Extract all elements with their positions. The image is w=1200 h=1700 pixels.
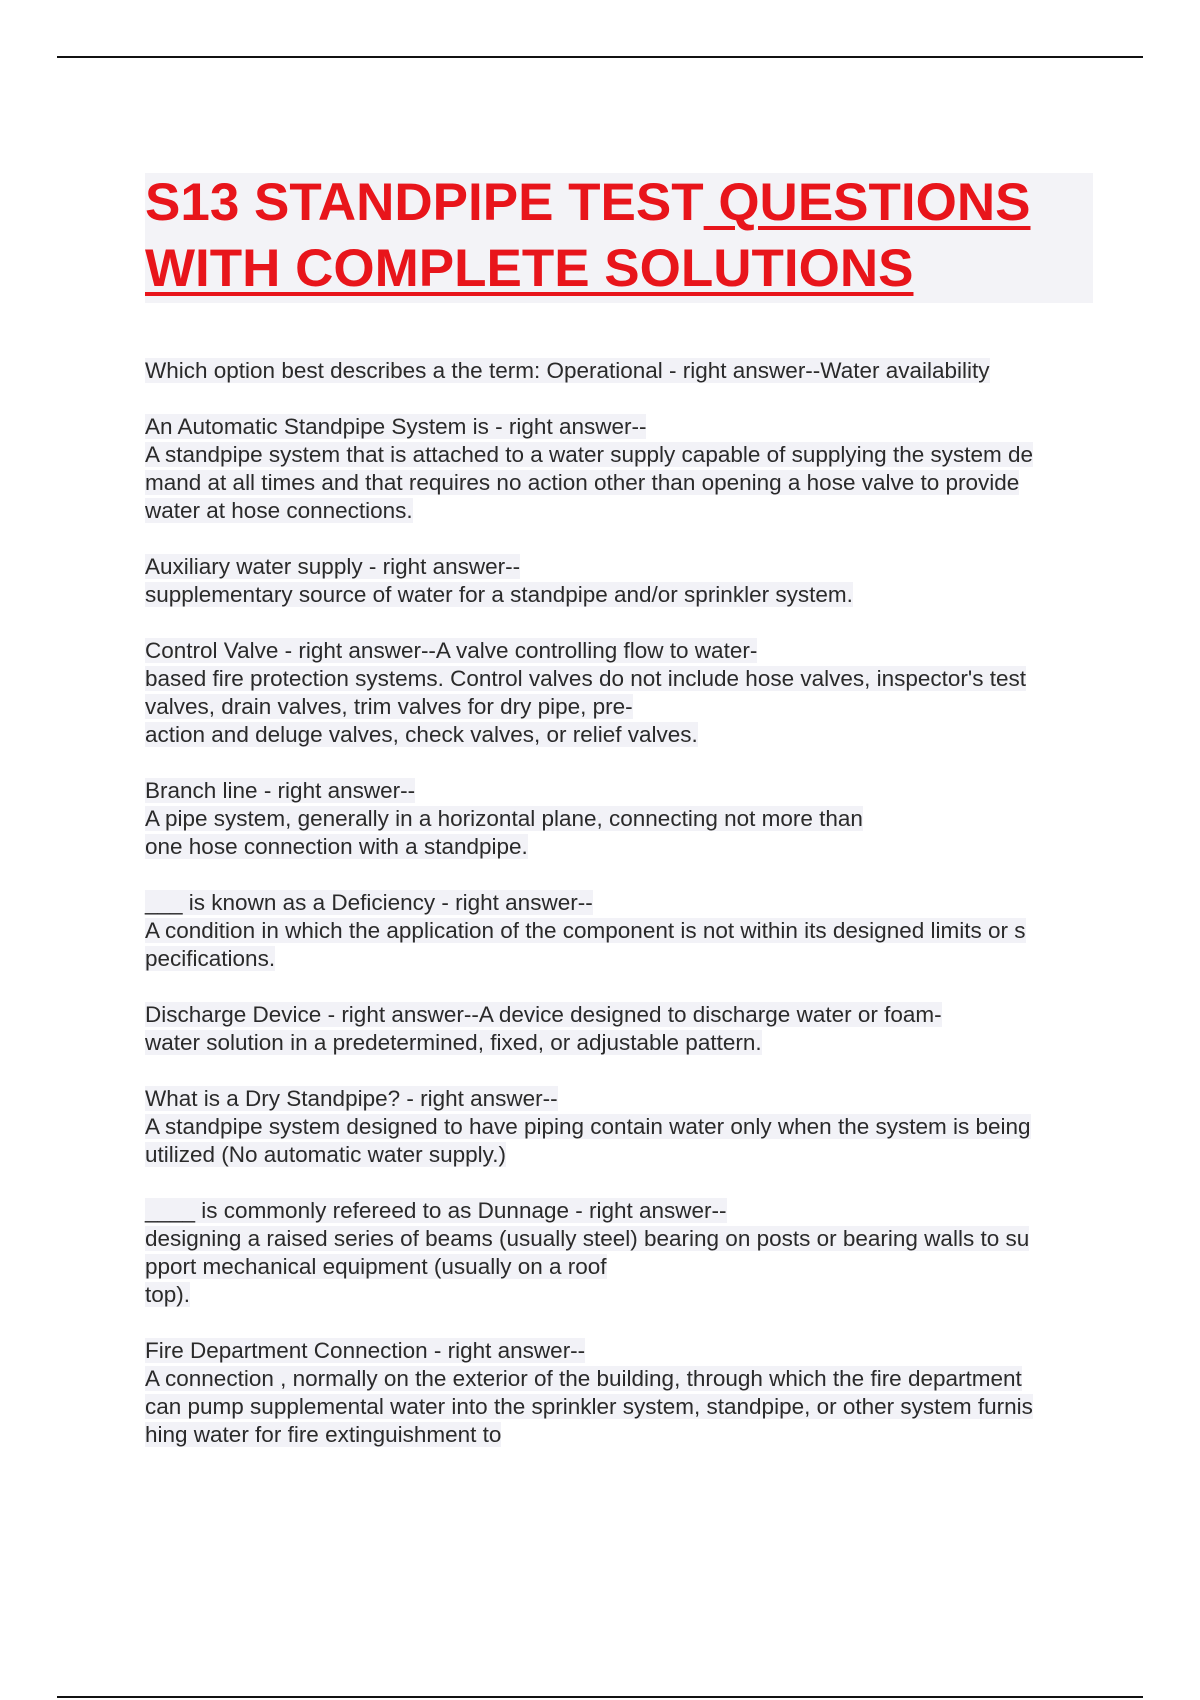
answer-line <box>145 693 1095 721</box>
answer-line <box>145 1113 1095 1141</box>
line-text: An Automatic Standpipe System is - right answer-- <box>145 414 647 439</box>
answer-line <box>145 665 1095 693</box>
answer-line <box>145 581 1095 609</box>
answer-line <box>145 1393 1095 1421</box>
line-text: A pipe system, generally in a horizontal plane, connecting not more than <box>145 806 863 831</box>
question-line <box>145 1085 1095 1113</box>
qa-entry <box>145 1001 1095 1057</box>
line-text: Discharge Device - right answer--A device designed to discharge water or foam- <box>145 1002 942 1027</box>
qa-entry <box>145 777 1095 861</box>
answer-line <box>145 1225 1095 1253</box>
line-text: A standpipe system designed to have piping contain water only when the system is being <box>145 1114 1031 1139</box>
qa-entry <box>145 637 1095 749</box>
line-text: action and deluge valves, check valves, or relief valves. <box>145 722 698 747</box>
answer-line <box>145 441 1095 469</box>
qa-entry <box>145 413 1095 525</box>
answer-line <box>145 945 1095 973</box>
qa-entry <box>145 553 1095 609</box>
question-line <box>145 889 1095 917</box>
title-line-2: WITH COMPLETE SOLUTIONS <box>145 239 914 298</box>
answer-line <box>145 1365 1095 1393</box>
line-text: utilized (No automatic water supply.) <box>145 1142 506 1167</box>
line-text: A connection , normally on the exterior of the building, through which the fire department <box>145 1366 1022 1391</box>
line-text: Which option best describes a the term: Operational - right answer--Water availability <box>145 358 990 383</box>
line-text: Auxiliary water supply - right answer-- <box>145 554 521 579</box>
line-text: water at hose connections. <box>145 498 413 523</box>
question-line <box>145 637 1095 665</box>
question-line <box>145 553 1095 581</box>
qa-entry <box>145 1197 1095 1309</box>
qa-list <box>145 357 1095 1477</box>
qa-entry <box>145 1337 1095 1449</box>
line-text: mand at all times and that requires no action other than opening a hose valve to provide <box>145 470 1020 495</box>
line-text: ____ is commonly refereed to as Dunnage - right answer-- <box>145 1198 727 1223</box>
answer-line <box>145 833 1095 861</box>
answer-line <box>145 1029 1095 1057</box>
question-line <box>145 1337 1095 1365</box>
answer-line <box>145 917 1095 945</box>
qa-entry <box>145 1085 1095 1169</box>
line-text: can pump supplemental water into the sprinkler system, standpipe, or other system furnis <box>145 1394 1033 1419</box>
title-part-1: S13 STANDPIPE TEST <box>145 173 704 232</box>
question-line <box>145 413 1095 441</box>
line-text: Control Valve - right answer--A valve controlling flow to water- <box>145 638 758 663</box>
line-text: ___ is known as a Deficiency - right answer-- <box>145 890 593 915</box>
answer-line <box>145 1253 1095 1281</box>
line-text: designing a raised series of beams (usually steel) bearing on posts or bearing walls to su <box>145 1226 1030 1251</box>
line-text: valves, drain valves, trim valves for dry pipe, pre- <box>145 694 633 719</box>
qa-entry <box>145 357 1095 385</box>
line-text: Fire Department Connection - right answer-- <box>145 1338 586 1363</box>
question-line <box>145 357 1095 385</box>
line-text: pport mechanical equipment (usually on a roof <box>145 1254 607 1279</box>
top-rule <box>57 56 1143 58</box>
bottom-rule <box>57 1696 1143 1698</box>
document-title <box>145 170 1093 302</box>
line-text: hing water for fire extinguishment to <box>145 1422 502 1447</box>
answer-line <box>145 469 1095 497</box>
answer-line <box>145 1421 1095 1449</box>
question-line <box>145 1001 1095 1029</box>
question-line <box>145 1197 1095 1225</box>
title-part-2: QUESTIONS <box>703 173 1031 232</box>
line-text: Branch line - right answer-- <box>145 778 416 803</box>
line-text: based fire protection systems. Control valves do not include hose valves, inspector's test <box>145 666 1026 691</box>
line-text: top). <box>145 1282 191 1307</box>
line-text: A standpipe system that is attached to a water supply capable of supplying the system de <box>145 442 1034 467</box>
answer-line <box>145 497 1095 525</box>
line-text: pecifications. <box>145 946 276 971</box>
line-text: What is a Dry Standpipe? - right answer-- <box>145 1086 558 1111</box>
line-text: water solution in a predetermined, fixed, or adjustable pattern. <box>145 1030 762 1055</box>
answer-line <box>145 721 1095 749</box>
line-text: A condition in which the application of the component is not within its designed limits or s <box>145 918 1026 943</box>
answer-line <box>145 1141 1095 1169</box>
line-text: supplementary source of water for a standpipe and/or sprinkler system. <box>145 582 853 607</box>
question-line <box>145 777 1095 805</box>
line-text: one hose connection with a standpipe. <box>145 834 528 859</box>
answer-line <box>145 805 1095 833</box>
qa-entry <box>145 889 1095 973</box>
answer-line <box>145 1281 1095 1309</box>
